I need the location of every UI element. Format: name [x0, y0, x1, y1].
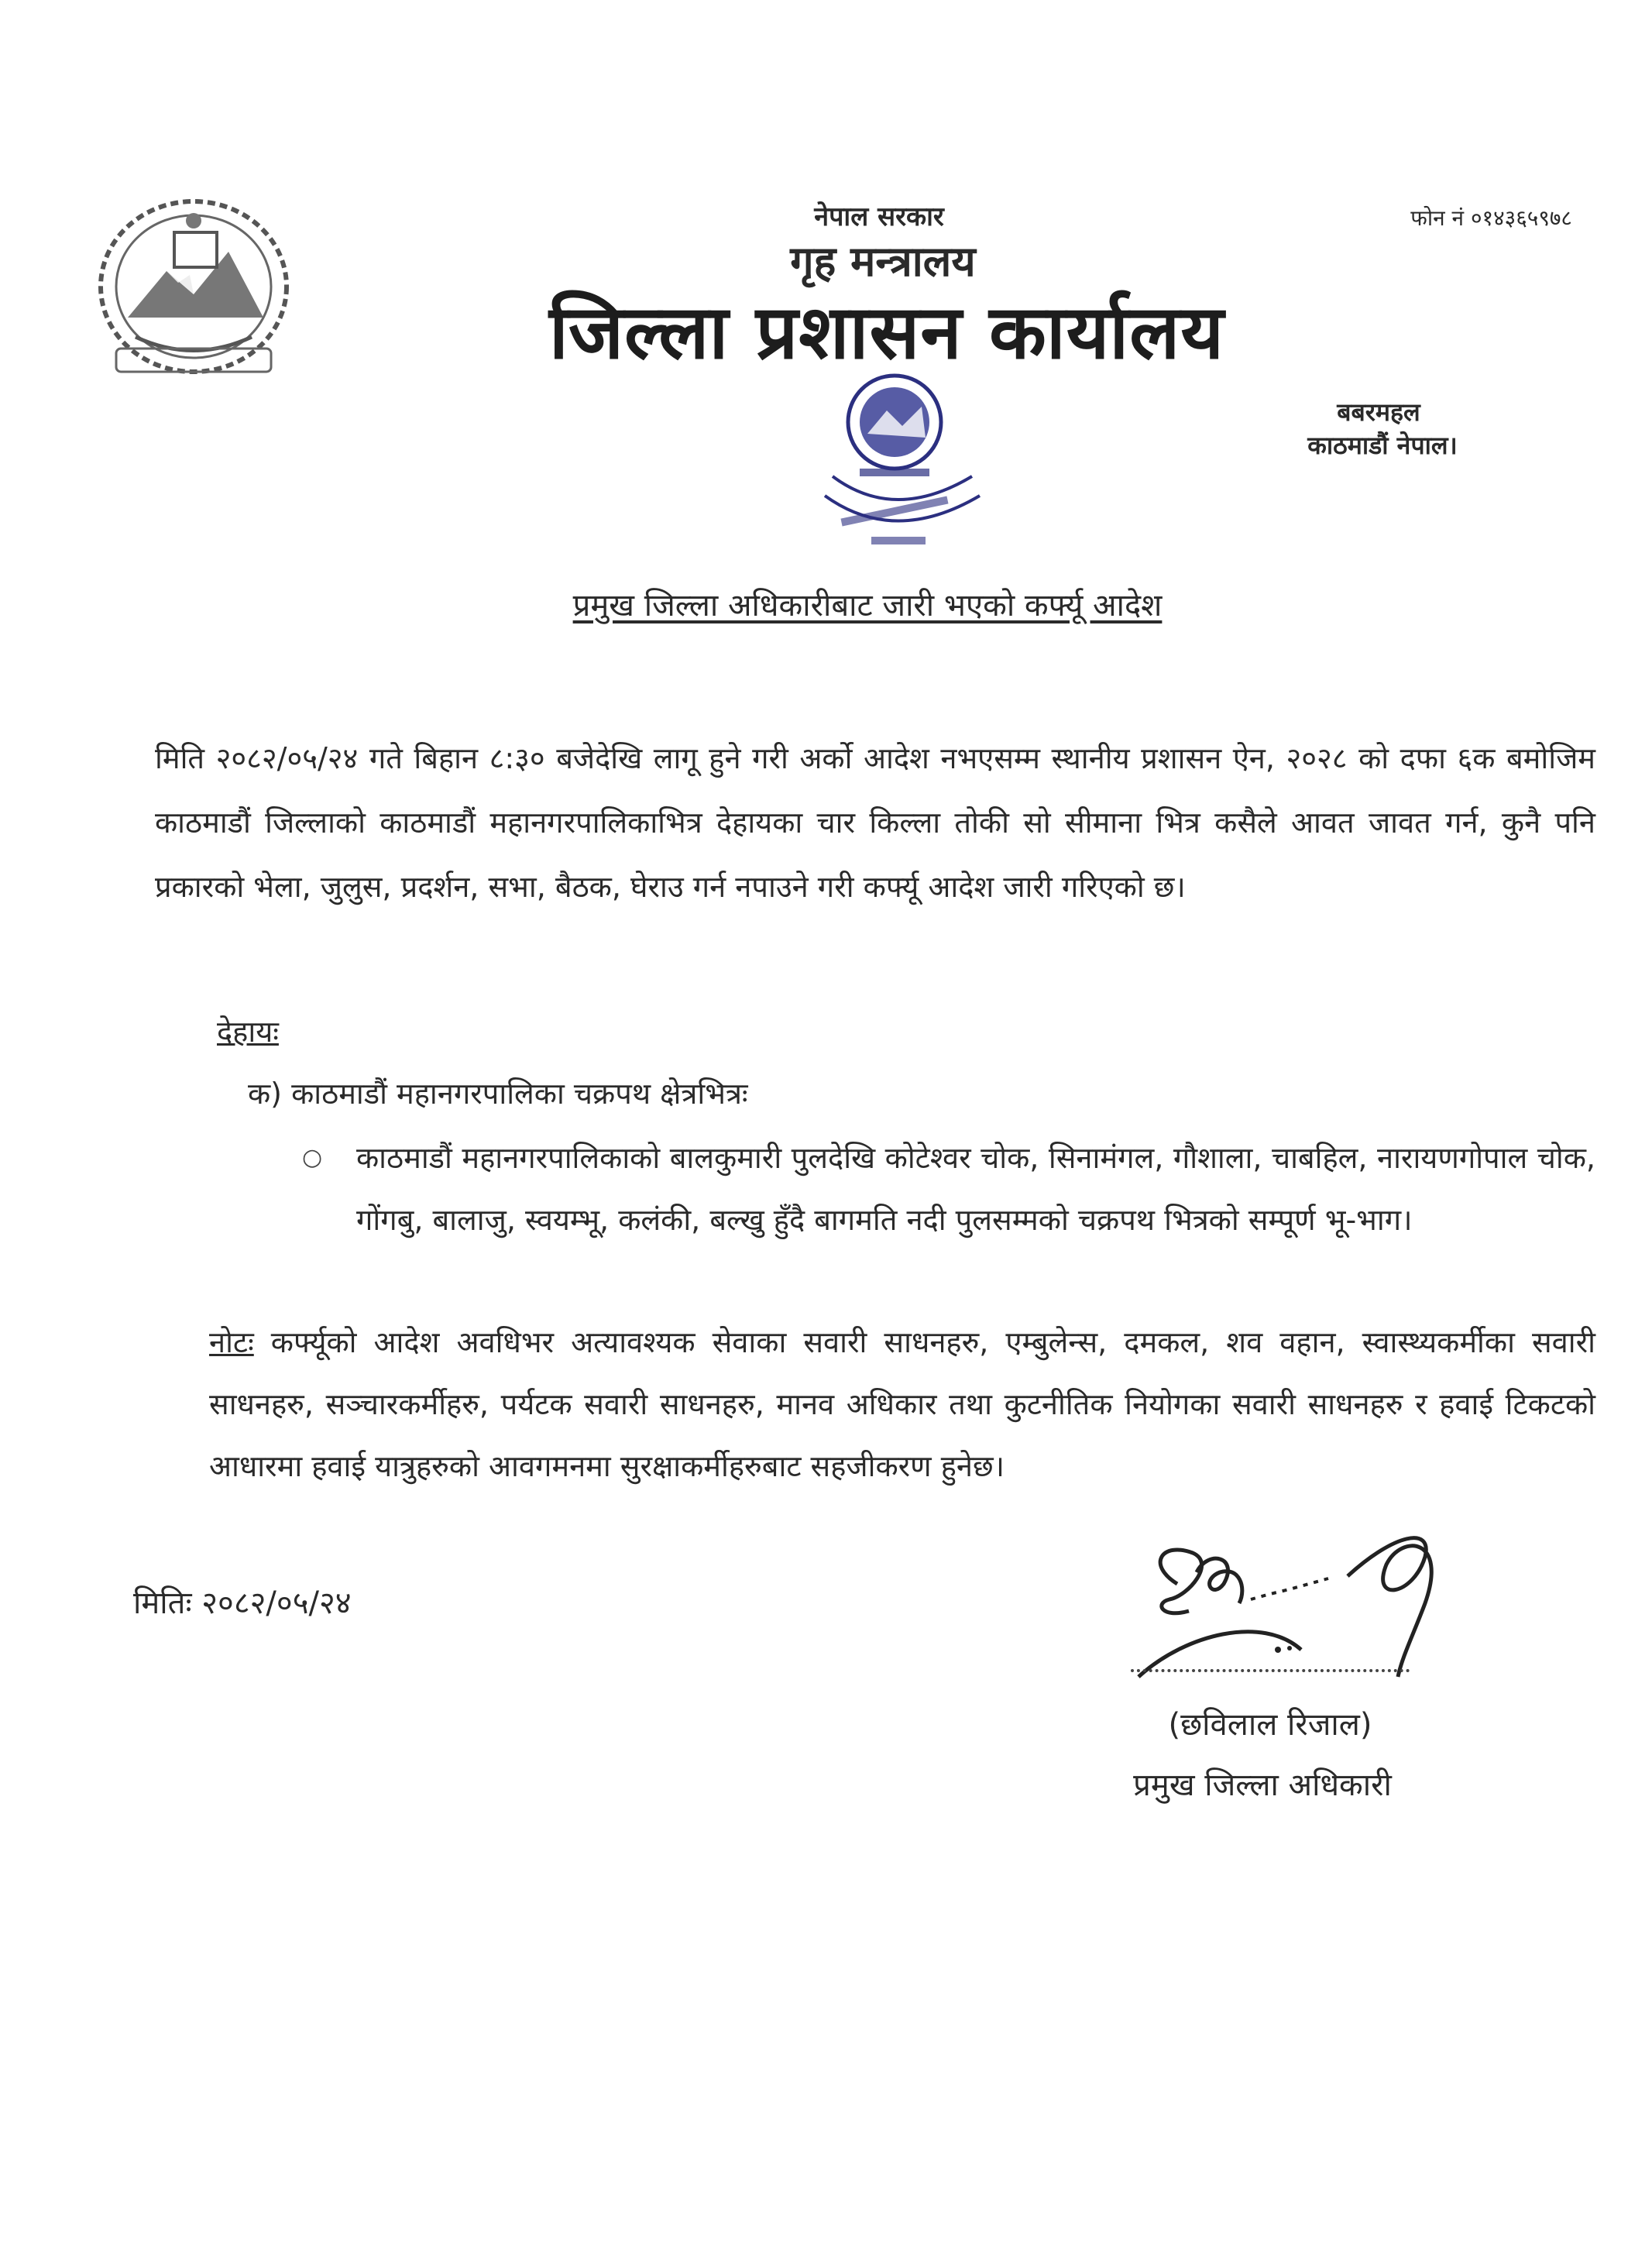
area-description: काठमाडौं महानगरपालिकाको बालकुमारी पुलदेखि कोटेश्वर चोक, सिनामंगल, गौशाला, चाबहिल, नारायणगोपाल चोक, गोंगबु, बालाजु, स्वयम्भू, कलंकी, बल्खु हुँदै बागमति नदी पुलसम्मको चक्रपथ भित्रको सम्पूर्ण भू-भाग। — [356, 1141, 1595, 1237]
phone-number: फोन नं ०१४३६५९७८ — [1410, 205, 1572, 231]
office-title: जिल्ला प्रशासन कार्यालय — [548, 289, 1225, 376]
note-text: कर्फ्यूको आदेश अवधिभर अत्यावश्यक सेवाका सवारी साधनहरु, एम्बुलेन्स, दमकल, शव वहान, स्वास्थ्यकर्मीका सवारी साधनहरु, सञ्चारकर्मीहरु, पर्यटक सवारी साधनहरु, मानव अधिकार तथा कुटनीतिक नियोगका सवारी साधनहरु र हवाई टिकटको आधारमा हवाई यात्रुहरुको आवगमनमा सुरक्षाकर्मीहरुबाट सहजीकरण हुनेछ। — [209, 1325, 1595, 1483]
bullet-circle-icon: ○ — [302, 1144, 323, 1171]
dehay-label: देहायः — [217, 1015, 279, 1049]
order-paragraph: मिति २०८२/०५/२४ गते बिहान ८:३० बजेदेखि लागू हुने गरी अर्को आदेश नभएसम्म स्थानीय प्रशासन ऐन, २०२८ को दफा ६क बमोजिम काठमाडौं जिल्लाको काठमाडौं महानगरपालिकाभित्र देहायका चार किल्ला तोकी सो सीमाना भित्र कसैले आवत जावत गर्न, कुनै पनि प्रकारको भेला, जुलुस, प्रदर्शन, सभा, बैठक, घेराउ गर्न नपाउने गरी कर्फ्यू आदेश जारी गरिएको छ। — [155, 741, 1595, 904]
document-title: प्रमुख जिल्ला अधिकारीबाट जारी भएको कर्फ्यू आदेश — [572, 588, 1163, 623]
nepal-emblem-icon — [81, 186, 306, 395]
signatory-name: (छविलाल रिजाल) — [1168, 1707, 1372, 1743]
office-stamp-icon — [786, 360, 1018, 562]
address-line-1: बबरमहल — [1337, 397, 1420, 427]
signature-dotted-line — [1131, 1669, 1410, 1672]
note-label: नोटः — [209, 1325, 254, 1359]
ministry-label: गृह मन्त्रालय — [790, 237, 976, 286]
government-label: नेपाल सरकार — [814, 201, 944, 232]
area-subheading: क) काठमाडौं महानगरपालिका चक्रपथ क्षेत्रभित्रः — [248, 1077, 748, 1111]
note-paragraph — [209, 1311, 1595, 1497]
area-bullet — [302, 1127, 1595, 1251]
signatory-title: प्रमुख जिल्ला अधिकारी — [1133, 1767, 1392, 1803]
address-line-2: काठमाडौं नेपाल। — [1307, 431, 1458, 460]
issue-date: मितिः २०८२/०५/२४ — [133, 1585, 352, 1621]
signature-icon — [1115, 1510, 1487, 1704]
